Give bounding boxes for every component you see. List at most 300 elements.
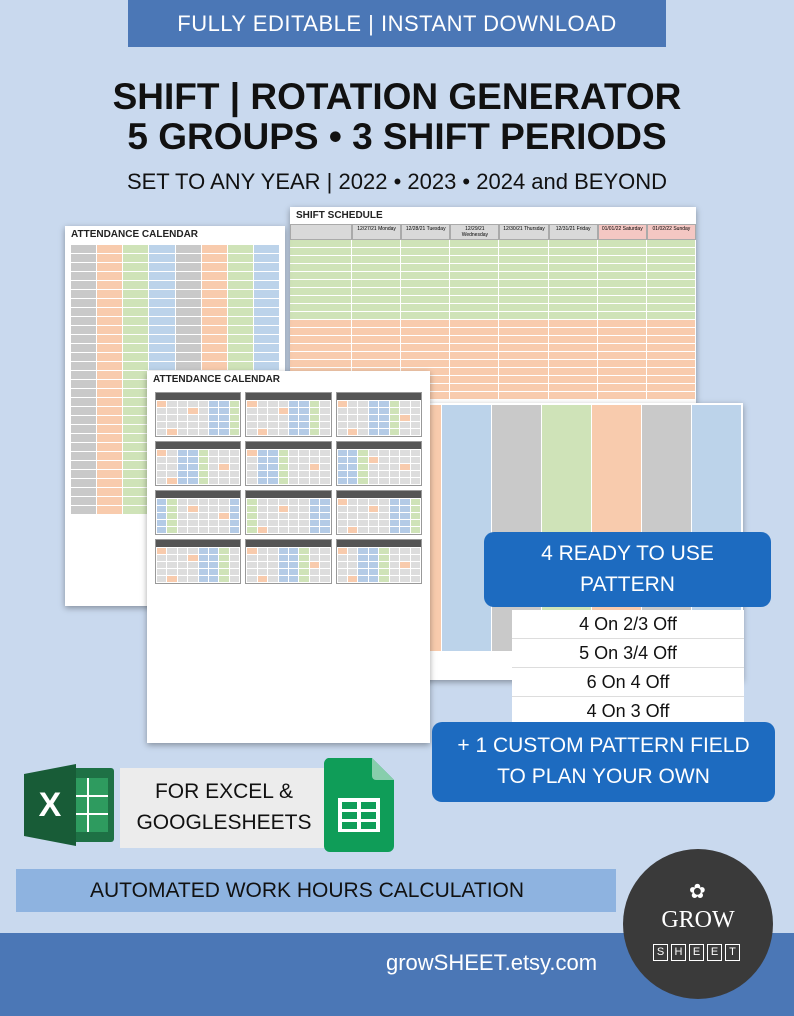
calendar-cell	[97, 488, 122, 496]
custom-line2: TO PLAN YOUR OWN	[497, 765, 710, 788]
schedule-cell	[450, 248, 499, 256]
calendar-cell	[97, 434, 122, 442]
top-banner: FULLY EDITABLE | INSTANT DOWNLOAD	[128, 0, 666, 47]
schedule-cell	[290, 272, 352, 280]
calendar-cell	[254, 272, 279, 280]
pattern-item: 4 On 2/3 Off	[512, 610, 744, 639]
calendar-cell	[71, 353, 96, 361]
schedule-cell	[352, 360, 401, 368]
calendar-cell	[123, 443, 148, 451]
calendar-cell	[202, 272, 227, 280]
calendar-cell	[228, 299, 253, 307]
calendar-cell	[202, 254, 227, 262]
schedule-cell	[290, 360, 352, 368]
schedule-cell	[290, 304, 352, 312]
calendar-cell	[228, 245, 253, 253]
schedule-cell	[549, 280, 598, 288]
calendar-cell	[202, 308, 227, 316]
calendar-cell	[97, 344, 122, 352]
calendar-cell	[123, 389, 148, 397]
calendar-cell	[97, 443, 122, 451]
calendar-cell	[149, 362, 174, 370]
subtitle: SET TO ANY YEAR | 2022 • 2023 • 2024 and BEYOND	[126, 169, 668, 194]
calendar-cell	[228, 317, 253, 325]
calendar-cell	[202, 362, 227, 370]
schedule-cell	[549, 272, 598, 280]
calendar-cell	[71, 308, 96, 316]
schedule-cell	[499, 264, 548, 272]
calendar-cell	[97, 506, 122, 514]
schedule-cell	[598, 328, 647, 336]
schedule-cell	[598, 392, 647, 400]
schedule-cell	[647, 312, 696, 320]
calendar-cell	[176, 362, 201, 370]
calendar-cell	[97, 335, 122, 343]
schedule-cell	[290, 344, 352, 352]
calendar-cell	[71, 245, 96, 253]
calendar-cell	[228, 326, 253, 334]
schedule-cell	[549, 264, 598, 272]
calendar-cell	[228, 254, 253, 262]
calendar-cell	[71, 290, 96, 298]
calendar-cell	[254, 353, 279, 361]
main-title-line2: 5 GROUPS • 3 SHIFT PERIODS	[127, 116, 667, 157]
calendar-cell	[123, 335, 148, 343]
schedule-cell	[647, 368, 696, 376]
month-block	[336, 490, 422, 535]
calendar-cell	[202, 290, 227, 298]
calendar-cell	[97, 470, 122, 478]
schedule-header	[290, 224, 696, 240]
schedule-cell	[352, 312, 401, 320]
schedule-cell	[352, 352, 401, 360]
schedule-cell	[352, 240, 401, 248]
calendar-cell	[123, 488, 148, 496]
calendar-cell	[97, 299, 122, 307]
schedule-cell	[290, 336, 352, 344]
calendar-cell	[123, 353, 148, 361]
calendar-cell	[71, 272, 96, 280]
schedule-cell	[450, 240, 499, 248]
flower-icon: ✿	[689, 881, 706, 903]
calendar-cell	[149, 317, 174, 325]
schedule-cell	[499, 360, 548, 368]
schedule-cell	[401, 328, 450, 336]
schedule-cell	[352, 320, 401, 328]
schedule-cell	[499, 352, 548, 360]
calendar-cell	[254, 344, 279, 352]
calendar-cell	[202, 281, 227, 289]
schedule-cell	[290, 352, 352, 360]
schedule-cell	[499, 312, 548, 320]
excel-icon	[24, 760, 117, 850]
calendar-cell	[123, 290, 148, 298]
schedule-cell	[598, 312, 647, 320]
date-col: 12/31/21 Friday	[549, 224, 598, 240]
schedule-cell	[647, 328, 696, 336]
calendar-cell	[176, 335, 201, 343]
calendar-cell	[71, 452, 96, 460]
google-sheets-icon	[324, 758, 394, 852]
schedule-cell	[598, 240, 647, 248]
schedule-cell	[647, 336, 696, 344]
calendar-cell	[228, 263, 253, 271]
date-col: 12/30/21 Thursday	[499, 224, 548, 240]
date-col: 01/02/22 Sunday	[647, 224, 696, 240]
calendar-cell	[176, 299, 201, 307]
calendar-cell	[123, 272, 148, 280]
svg-text:X: X	[38, 786, 62, 824]
calendar-cell	[176, 290, 201, 298]
schedule-cell	[647, 352, 696, 360]
schedule-cell	[290, 288, 352, 296]
calendar-cell	[149, 299, 174, 307]
schedule-cell	[450, 360, 499, 368]
schedule-cell	[290, 312, 352, 320]
calendar-cell	[176, 254, 201, 262]
schedule-cell	[499, 384, 548, 392]
month-block	[245, 539, 331, 584]
calendar-cell	[228, 362, 253, 370]
calendar-cell	[176, 245, 201, 253]
calendar-cell	[71, 326, 96, 334]
schedule-cell	[352, 248, 401, 256]
schedule-cell	[499, 304, 548, 312]
schedule-cell	[401, 320, 450, 328]
calendar-cell	[202, 335, 227, 343]
month-block	[336, 392, 422, 437]
schedule-cell	[450, 288, 499, 296]
calendar-cell	[202, 245, 227, 253]
calendar-cell	[123, 380, 148, 388]
month-block	[245, 392, 331, 437]
calendar-cell	[202, 299, 227, 307]
schedule-cell	[352, 328, 401, 336]
calendar-cell	[97, 416, 122, 424]
calendar-cell	[149, 326, 174, 334]
calendar-cell	[97, 398, 122, 406]
schedule-cell	[352, 288, 401, 296]
schedule-cell	[352, 264, 401, 272]
schedule-cell	[549, 320, 598, 328]
schedule-cell	[499, 376, 548, 384]
schedule-cell	[450, 280, 499, 288]
schedule-cell	[352, 296, 401, 304]
pattern-list	[512, 610, 744, 722]
shift-schedule-title: SHIFT SCHEDULE	[296, 210, 383, 221]
calendar-cell	[71, 434, 96, 442]
schedule-cell	[352, 280, 401, 288]
schedule-cell	[401, 248, 450, 256]
schedule-cell	[401, 360, 450, 368]
calendar-cell	[228, 281, 253, 289]
calendar-cell	[176, 272, 201, 280]
calendar-cell	[71, 380, 96, 388]
automated-hours-banner: AUTOMATED WORK HOURS CALCULATION	[16, 869, 616, 912]
schedule-cell	[647, 288, 696, 296]
attendance-calendar-front	[147, 371, 430, 743]
pattern-item: 4 On 3 Off	[512, 697, 744, 726]
calendar-cell	[97, 308, 122, 316]
schedule-cell	[549, 368, 598, 376]
schedule-cell	[549, 288, 598, 296]
schedule-cell	[647, 248, 696, 256]
attendance-front-title: ATTENDANCE CALENDAR	[153, 374, 281, 385]
schedule-cell	[549, 312, 598, 320]
calendar-cell	[97, 407, 122, 415]
schedule-cell	[549, 328, 598, 336]
calendar-cell	[71, 335, 96, 343]
schedule-cell	[598, 280, 647, 288]
main-title-line1: SHIFT | ROTATION GENERATOR	[112, 76, 682, 117]
calendar-cell	[123, 263, 148, 271]
schedule-cell	[290, 320, 352, 328]
calendar-cell	[71, 506, 96, 514]
schedule-cell	[598, 288, 647, 296]
ready-pattern-line2: PATTERN	[580, 573, 675, 596]
calendar-cell	[254, 263, 279, 271]
schedule-cell	[647, 376, 696, 384]
calendar-cell	[97, 326, 122, 334]
calendar-cell	[176, 317, 201, 325]
schedule-cell	[352, 344, 401, 352]
calendar-cell	[254, 317, 279, 325]
calendar-cell	[97, 353, 122, 361]
schedule-cell	[401, 304, 450, 312]
schedule-cell	[499, 272, 548, 280]
calendar-cell	[71, 461, 96, 469]
schedule-cell	[352, 304, 401, 312]
calendar-cell	[123, 479, 148, 487]
schedule-cell	[647, 280, 696, 288]
calendar-cell	[254, 290, 279, 298]
calendar-cell	[254, 326, 279, 334]
schedule-cell	[598, 304, 647, 312]
calendar-cell	[202, 317, 227, 325]
schedule-cell	[499, 296, 548, 304]
date-col: 01/01/22 Saturday	[598, 224, 647, 240]
calendar-cell	[202, 263, 227, 271]
calendar-cell	[123, 317, 148, 325]
calendar-cell	[71, 344, 96, 352]
schedule-cell	[401, 344, 450, 352]
schedule-cell	[450, 328, 499, 336]
schedule-cell	[598, 248, 647, 256]
schedule-cell	[549, 248, 598, 256]
calendar-cell	[71, 470, 96, 478]
schedule-cell	[401, 296, 450, 304]
schedule-cell	[647, 360, 696, 368]
schedule-cell	[450, 304, 499, 312]
schedule-cell	[549, 296, 598, 304]
calendar-cell	[97, 245, 122, 253]
calendar-cell	[149, 344, 174, 352]
schedule-cell	[549, 376, 598, 384]
schedule-cell	[290, 280, 352, 288]
schedule-cell	[598, 256, 647, 264]
schedule-cell	[499, 328, 548, 336]
calendar-cell	[123, 461, 148, 469]
schedule-cell	[352, 256, 401, 264]
month-block	[245, 490, 331, 535]
schedule-cell	[598, 320, 647, 328]
calendar-cell	[123, 407, 148, 415]
schedule-cell	[499, 336, 548, 344]
calendar-cell	[123, 299, 148, 307]
attendance-back-title: ATTENDANCE CALENDAR	[71, 229, 199, 240]
calendar-cell	[97, 452, 122, 460]
calendar-cell	[254, 299, 279, 307]
schedule-cell	[647, 320, 696, 328]
schedule-cell	[549, 336, 598, 344]
schedule-cell	[352, 272, 401, 280]
schedule-cell	[598, 272, 647, 280]
calendar-cell	[176, 281, 201, 289]
schedule-cell	[290, 256, 352, 264]
schedule-cell	[549, 384, 598, 392]
calendar-cell	[228, 272, 253, 280]
platform-label	[120, 768, 328, 848]
schedule-cell	[598, 336, 647, 344]
schedule-cell	[401, 264, 450, 272]
schedule-cell	[499, 240, 548, 248]
calendar-cell	[176, 263, 201, 271]
month-block	[155, 539, 241, 584]
calendar-cell	[97, 254, 122, 262]
calendar-cell	[123, 326, 148, 334]
calendar-cell	[97, 362, 122, 370]
schedule-cell	[598, 352, 647, 360]
schedule-cell	[647, 344, 696, 352]
calendar-cell	[97, 389, 122, 397]
date-col: 12/29/21 Wednesday	[450, 224, 499, 240]
calendar-cell	[123, 245, 148, 253]
weekly-column	[442, 405, 491, 651]
schedule-cell	[598, 384, 647, 392]
calendar-cell	[97, 281, 122, 289]
schedule-cell	[647, 296, 696, 304]
schedule-cell	[549, 344, 598, 352]
schedule-cell	[549, 360, 598, 368]
schedule-cell	[549, 304, 598, 312]
calendar-cell	[123, 254, 148, 262]
schedule-cell	[450, 256, 499, 264]
schedule-cell	[598, 368, 647, 376]
schedule-cell	[499, 288, 548, 296]
calendar-cell	[97, 290, 122, 298]
calendar-cell	[254, 335, 279, 343]
ready-pattern-line1: 4 READY TO USE	[541, 542, 714, 565]
calendar-cell	[123, 308, 148, 316]
schedule-cell	[598, 360, 647, 368]
schedule-cell	[450, 344, 499, 352]
schedule-cell	[647, 240, 696, 248]
calendar-cell	[71, 488, 96, 496]
calendar-cell	[97, 263, 122, 271]
date-col: 12/27/21 Monday	[352, 224, 401, 240]
pattern-item: 5 On 3/4 Off	[512, 639, 744, 668]
month-block	[155, 490, 241, 535]
month-block	[245, 441, 331, 486]
calendar-cell	[71, 398, 96, 406]
calendar-cell	[254, 362, 279, 370]
calendar-cell	[71, 371, 96, 379]
schedule-cell	[647, 384, 696, 392]
schedule-cell	[499, 320, 548, 328]
calendar-cell	[202, 344, 227, 352]
calendar-cell	[254, 254, 279, 262]
schedule-cell	[401, 272, 450, 280]
months-grid	[147, 388, 430, 588]
calendar-cell	[149, 353, 174, 361]
schedule-cell	[290, 240, 352, 248]
schedule-cell	[450, 336, 499, 344]
calendar-cell	[71, 443, 96, 451]
schedule-cell	[549, 352, 598, 360]
calendar-cell	[254, 308, 279, 316]
month-block	[336, 539, 422, 584]
schedule-cell	[549, 240, 598, 248]
calendar-cell	[149, 290, 174, 298]
calendar-cell	[176, 353, 201, 361]
schedule-cell	[598, 296, 647, 304]
calendar-cell	[123, 398, 148, 406]
calendar-cell	[97, 317, 122, 325]
calendar-cell	[228, 308, 253, 316]
schedule-cell	[549, 392, 598, 400]
schedule-cell	[401, 352, 450, 360]
calendar-cell	[149, 245, 174, 253]
schedule-cell	[450, 320, 499, 328]
schedule-cell	[352, 336, 401, 344]
calendar-cell	[176, 326, 201, 334]
calendar-cell	[149, 263, 174, 271]
calendar-cell	[123, 470, 148, 478]
calendar-cell	[202, 353, 227, 361]
growsheet-logo	[623, 849, 773, 999]
calendar-cell	[123, 344, 148, 352]
schedule-cell	[401, 288, 450, 296]
calendar-cell	[97, 272, 122, 280]
platform-line1: FOR EXCEL &	[154, 780, 294, 803]
calendar-cell	[97, 497, 122, 505]
calendar-cell	[149, 254, 174, 262]
schedule-cell	[401, 280, 450, 288]
calendar-cell	[71, 299, 96, 307]
custom-line1: + 1 CUSTOM PATTERN FIELD	[457, 734, 750, 757]
schedule-cell	[290, 264, 352, 272]
calendar-cell	[123, 362, 148, 370]
calendar-cell	[71, 416, 96, 424]
schedule-cell	[549, 256, 598, 264]
schedule-cell	[499, 392, 548, 400]
calendar-cell	[228, 290, 253, 298]
schedule-cell	[450, 264, 499, 272]
schedule-cell	[450, 392, 499, 400]
schedule-cell	[450, 368, 499, 376]
footer-url[interactable]: growSHEET.etsy.com	[386, 950, 598, 975]
ready-pattern-callout	[484, 532, 771, 607]
calendar-cell	[149, 281, 174, 289]
schedule-cell	[401, 312, 450, 320]
calendar-cell	[71, 389, 96, 397]
calendar-cell	[123, 452, 148, 460]
logo-grow-text: GROW	[661, 907, 735, 933]
calendar-cell	[71, 479, 96, 487]
schedule-cell	[290, 328, 352, 336]
calendar-cell	[97, 371, 122, 379]
calendar-cell	[176, 308, 201, 316]
